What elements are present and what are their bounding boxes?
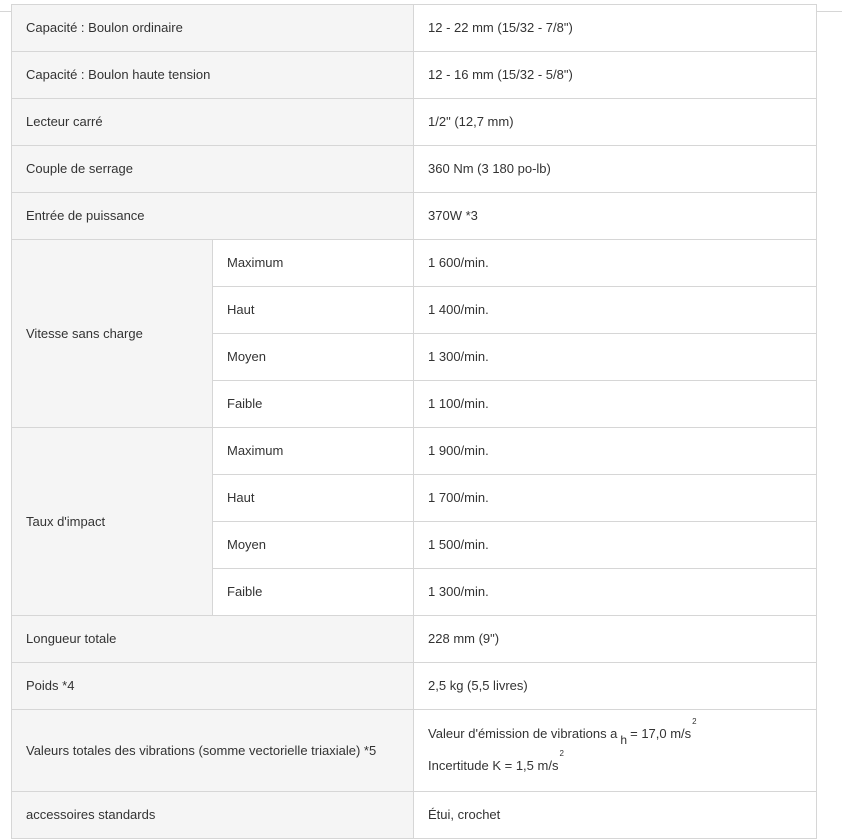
spec-value-vibrations bbox=[414, 710, 817, 792]
spec-label: Longueur totale bbox=[12, 616, 414, 663]
spec-label: Lecteur carré bbox=[12, 99, 414, 146]
spec-value: 12 - 16 mm (15/32 - 5/8") bbox=[414, 52, 817, 99]
vibration-subscript: h bbox=[620, 732, 628, 747]
spec-value: 360 Nm (3 180 po-lb) bbox=[414, 146, 817, 193]
table-row bbox=[12, 240, 817, 287]
spec-sublabel: Haut bbox=[213, 475, 414, 522]
vibration-superscript: 2 bbox=[692, 716, 697, 726]
spec-sublabel: Moyen bbox=[213, 334, 414, 381]
table-row bbox=[12, 99, 817, 146]
spec-sublabel: Faible bbox=[213, 569, 414, 616]
vibration-emission-value: = 17,0 m/s bbox=[630, 725, 692, 741]
table-row bbox=[12, 616, 817, 663]
spec-value: 1 500/min. bbox=[414, 522, 817, 569]
spec-value: 1/2" (12,7 mm) bbox=[414, 99, 817, 146]
spec-value: 1 100/min. bbox=[414, 381, 817, 428]
spec-value: 370W *3 bbox=[414, 193, 817, 240]
spec-label-group: Vitesse sans charge bbox=[12, 240, 213, 428]
spec-label: Couple de serrage bbox=[12, 146, 414, 193]
vibration-uncertainty-line bbox=[428, 748, 802, 776]
spec-value: 1 400/min. bbox=[414, 287, 817, 334]
spec-label: accessoires standards bbox=[12, 792, 414, 839]
spec-value: 1 300/min. bbox=[414, 334, 817, 381]
spec-value: 228 mm (9") bbox=[414, 616, 817, 663]
spec-label: Valeurs totales des vibrations (somme vectorielle triaxiale) *5 bbox=[12, 710, 414, 792]
spec-label: Entrée de puissance bbox=[12, 193, 414, 240]
spec-value: 12 - 22 mm (15/32 - 7/8") bbox=[414, 5, 817, 52]
table-row bbox=[12, 792, 817, 839]
spec-value: 1 900/min. bbox=[414, 428, 817, 475]
spec-sublabel: Moyen bbox=[213, 522, 414, 569]
table-row bbox=[12, 146, 817, 193]
vibration-emission-prefix: Valeur d'émission de vibrations a bbox=[428, 725, 618, 741]
table-row bbox=[12, 710, 817, 792]
spec-value: 2,5 kg (5,5 livres) bbox=[414, 663, 817, 710]
uncertainty-superscript: 2 bbox=[559, 748, 564, 758]
spec-label: Capacité : Boulon ordinaire bbox=[12, 5, 414, 52]
vibration-emission-line bbox=[428, 716, 802, 747]
spec-sublabel: Maximum bbox=[213, 428, 414, 475]
spec-value: 1 600/min. bbox=[414, 240, 817, 287]
table-row bbox=[12, 663, 817, 710]
table-row bbox=[12, 193, 817, 240]
spec-value: 1 700/min. bbox=[414, 475, 817, 522]
spec-label: Poids *4 bbox=[12, 663, 414, 710]
table-row bbox=[12, 52, 817, 99]
spec-value: Étui, crochet bbox=[414, 792, 817, 839]
vibration-uncertainty-value: Incertitude K = 1,5 m/s bbox=[428, 757, 559, 773]
table-row bbox=[12, 428, 817, 475]
spec-value: 1 300/min. bbox=[414, 569, 817, 616]
spec-sublabel: Faible bbox=[213, 381, 414, 428]
spec-sublabel: Maximum bbox=[213, 240, 414, 287]
spec-label: Capacité : Boulon haute tension bbox=[12, 52, 414, 99]
table-row bbox=[12, 5, 817, 52]
spec-label-group: Taux d'impact bbox=[12, 428, 213, 616]
spec-sublabel: Haut bbox=[213, 287, 414, 334]
specifications-table bbox=[11, 4, 817, 839]
